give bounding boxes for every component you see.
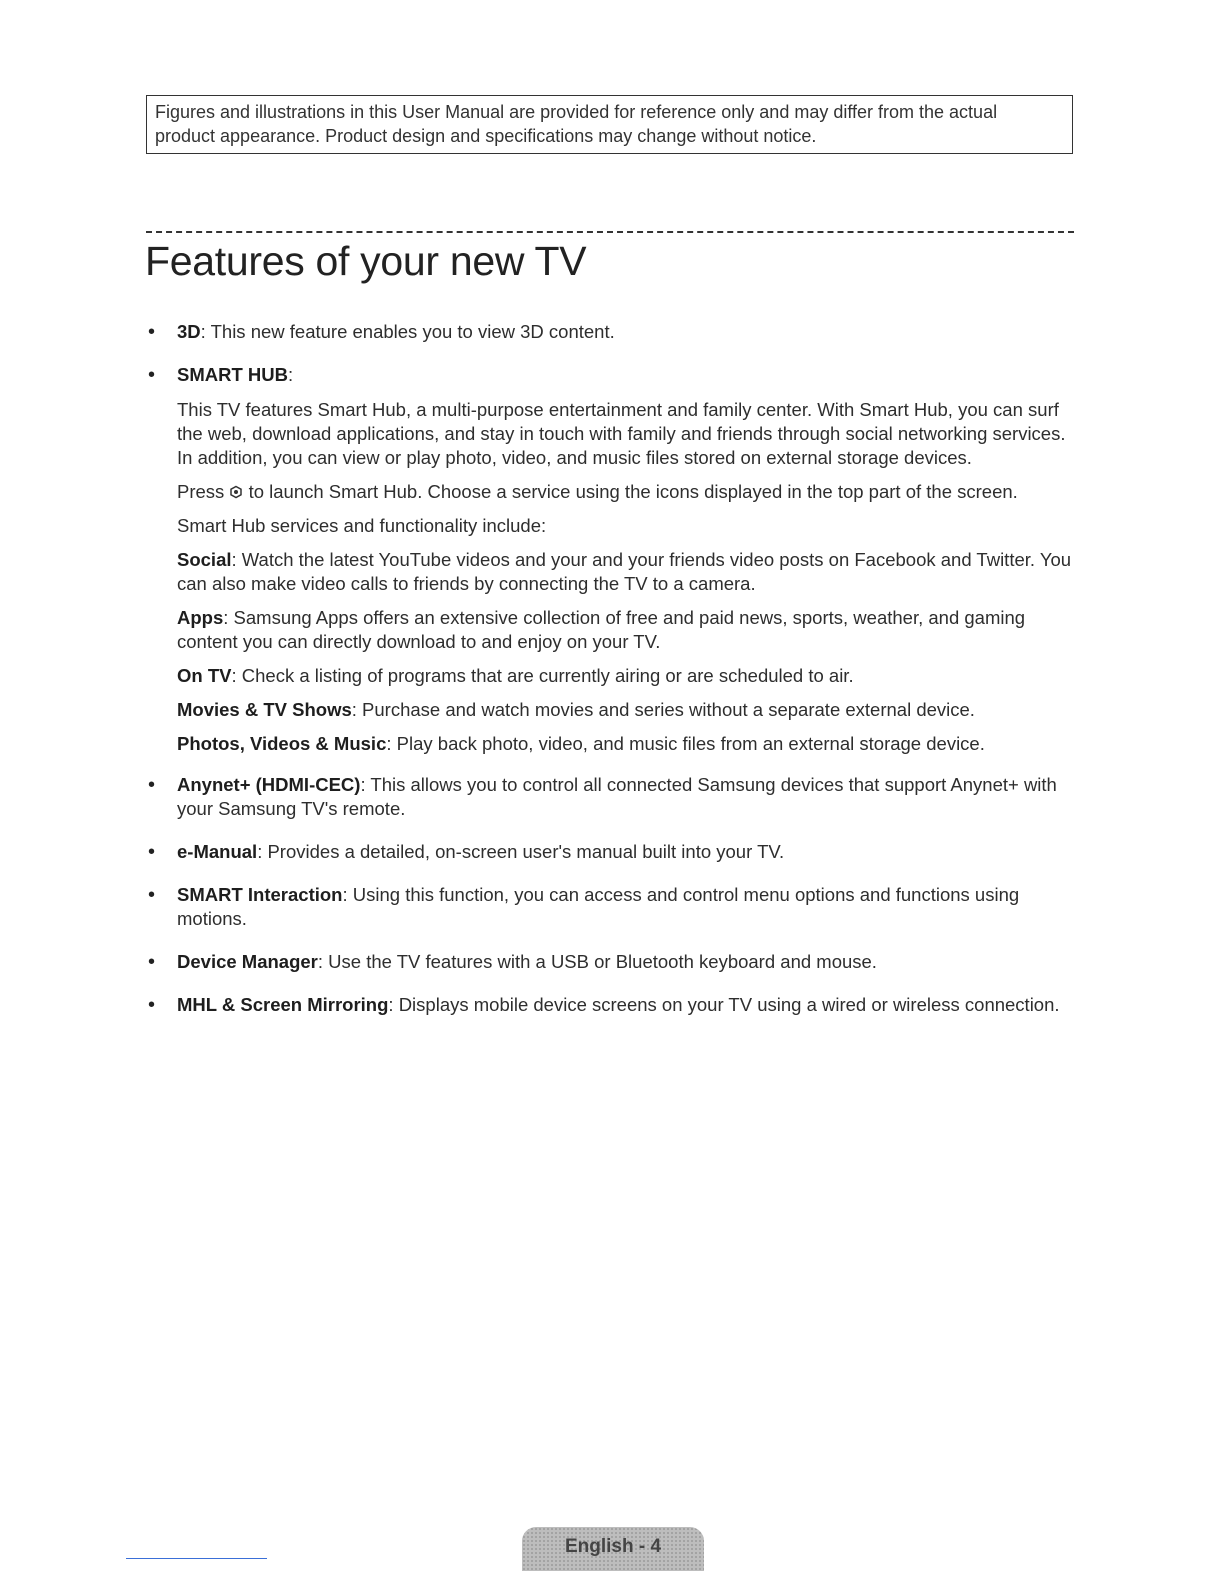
feature-desc: : Provides a detailed, on-screen user's manual built into your TV.	[257, 841, 785, 862]
service-apps	[177, 606, 1075, 654]
page-number-badge: English - 4	[522, 1527, 704, 1571]
feature-desc: : Displays mobile device screens on your TV using a wired or wireless connection.	[388, 994, 1060, 1015]
list-item-anynet	[145, 773, 1075, 821]
service-social	[177, 548, 1075, 596]
service-desc: : Check a listing of programs that are currently airing or are scheduled to air.	[231, 665, 854, 686]
list-item-smart-hub	[145, 363, 1075, 756]
feature-desc: : This new feature enables you to view 3D content.	[200, 321, 615, 342]
service-desc: : Purchase and watch movies and series without a separate external device.	[351, 699, 975, 720]
features-list	[145, 320, 1075, 1036]
instruction-text-after: to launch Smart Hub. Choose a service using the icons displayed in the top part of the screen.	[243, 481, 1018, 502]
service-desc: : Watch the latest YouTube videos and your and your friends video posts on Facebook and Twitter. You can also make video calls to friends by connecting the TV to a camera.	[177, 549, 1072, 594]
service-term: Social	[177, 549, 232, 570]
footer-rule	[126, 1558, 267, 1559]
feature-desc: : Using this function, you can access and control menu options and functions using motions.	[177, 884, 1020, 929]
list-item-3d	[145, 320, 1075, 344]
feature-desc: : Use the TV features with a USB or Bluetooth keyboard and mouse.	[317, 951, 877, 972]
feature-term: MHL & Screen Mirroring	[177, 994, 389, 1015]
feature-term: SMART HUB	[177, 364, 288, 385]
service-photos-videos-music	[177, 732, 1075, 756]
service-term: Movies & TV Shows	[177, 699, 352, 720]
service-term: Apps	[177, 607, 224, 628]
feature-term: e-Manual	[177, 841, 258, 862]
feature-term: 3D	[177, 321, 201, 342]
list-item-mhl-screen-mirroring	[145, 993, 1075, 1017]
instruction-text-before: Press	[177, 481, 230, 502]
feature-term: SMART Interaction	[177, 884, 343, 905]
dashed-divider	[146, 231, 1074, 233]
disclaimer-notice-box: Figures and illustrations in this User Manual are provided for reference only and may differ from the actual product appearance. Product design and specifications may change without notice.	[146, 95, 1073, 154]
feature-desc: :	[288, 364, 294, 385]
feature-term: Anynet+ (HDMI-CEC)	[177, 774, 361, 795]
service-desc: : Play back photo, video, and music files from an external storage device.	[386, 733, 985, 754]
service-movies-tv-shows	[177, 698, 1075, 722]
smart-hub-services-intro: Smart Hub services and functionality include:	[177, 515, 547, 536]
smart-hub-button-icon	[229, 485, 243, 499]
smart-hub-launch-instruction	[177, 480, 1075, 504]
list-item-smart-interaction	[145, 883, 1075, 931]
service-desc: : Samsung Apps offers an extensive collection of free and paid news, sports, weather, and gaming content you can directly download to and enjoy on your TV.	[177, 607, 1026, 652]
service-term: Photos, Videos & Music	[177, 733, 387, 754]
feature-term: Device Manager	[177, 951, 318, 972]
service-on-tv	[177, 664, 1075, 688]
smart-hub-intro: This TV features Smart Hub, a multi-purpose entertainment and family center. With Smart Hub, you can surf the web, download applications, and stay in touch with family and friends through social networking services. In addition, you can view or play photo, video, and music files stored on external storage devices.	[177, 399, 1066, 468]
page-title: Features of your new TV	[145, 238, 587, 284]
service-term: On TV	[177, 665, 232, 686]
list-item-device-manager	[145, 950, 1075, 974]
feature-desc: : This allows you to control all connected Samsung devices that support Anynet+ with your Samsung TV's remote.	[177, 774, 1057, 819]
list-item-e-manual	[145, 840, 1075, 864]
